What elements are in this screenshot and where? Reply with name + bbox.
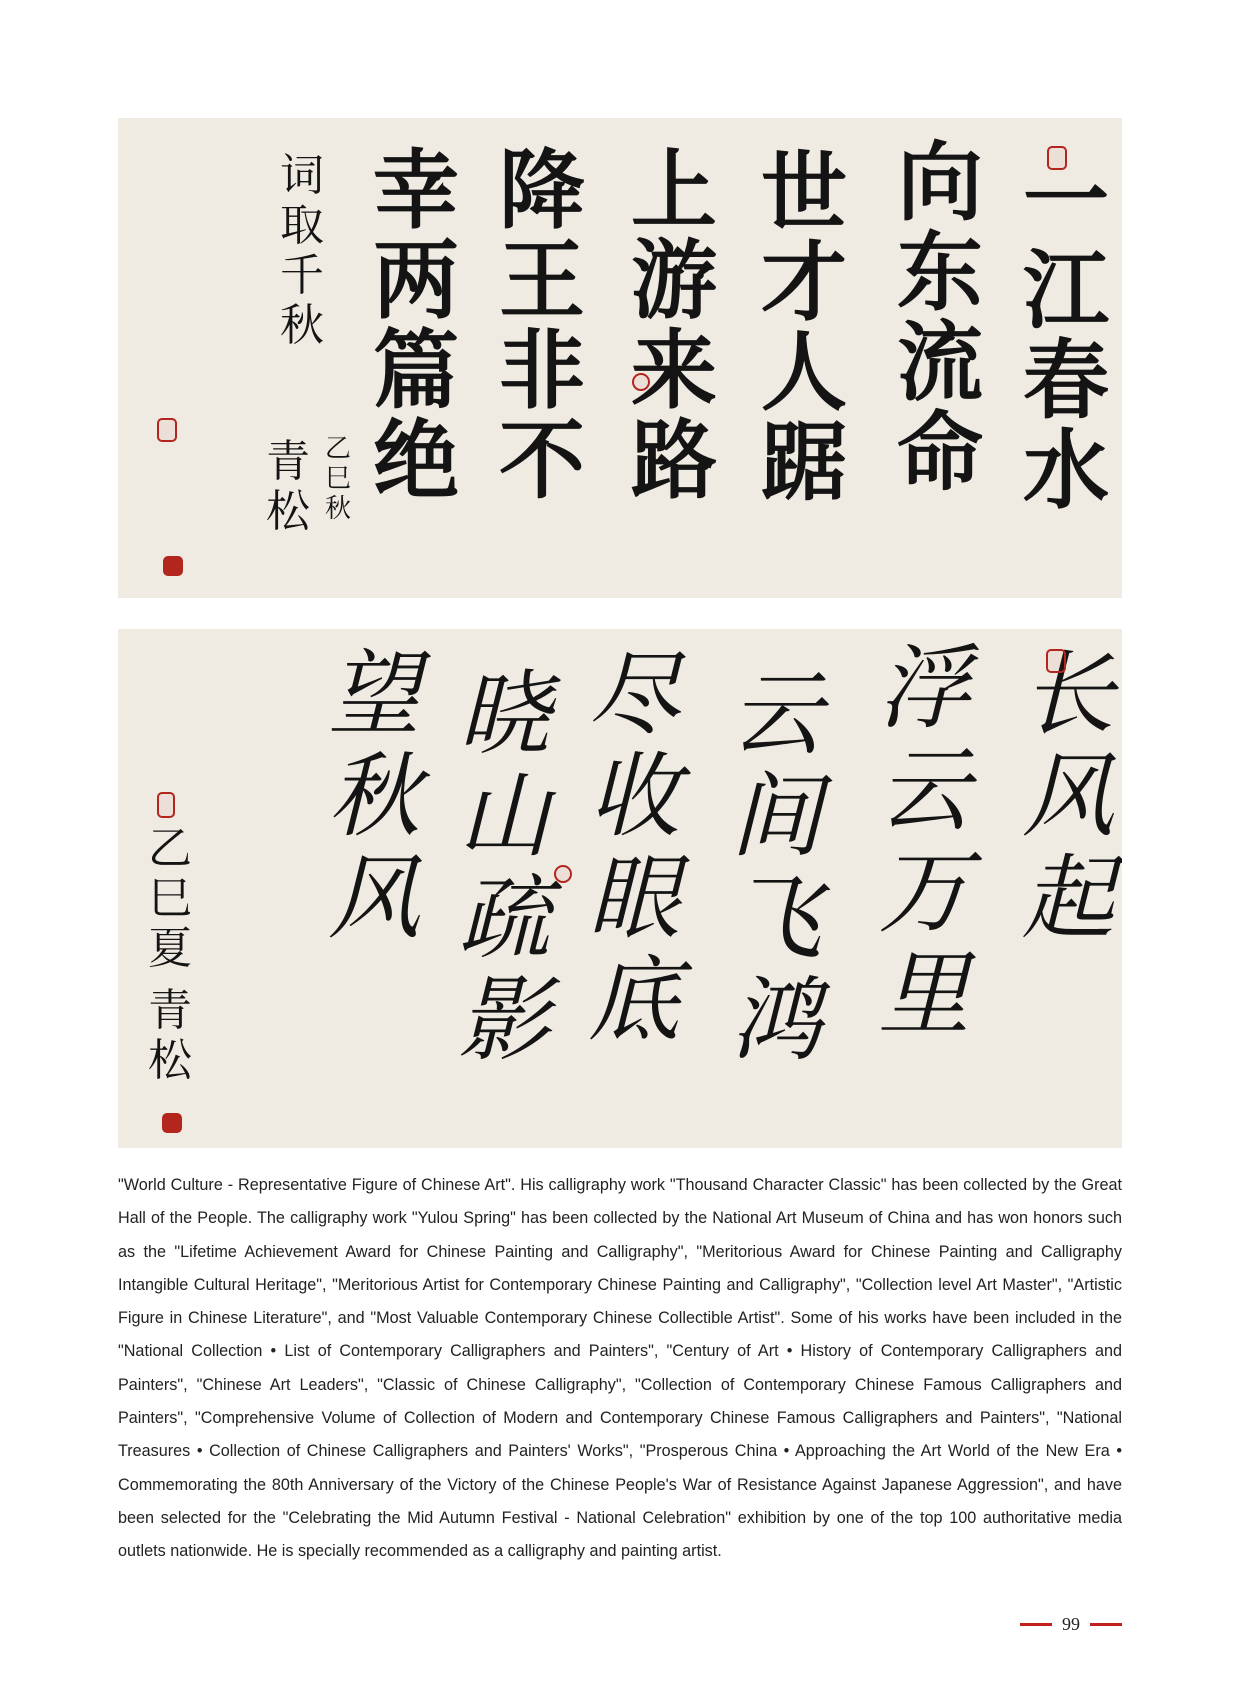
calligraphy-character: 万 [878,839,971,946]
seal-signature-bottom [162,1113,182,1133]
calligraphy-character: 世 [761,142,847,243]
calligraphy-character: 松 [148,1035,192,1086]
seal-signature-top [157,792,175,818]
seal-middle [554,865,572,883]
calligraphy-character: 秋 [280,300,324,351]
calligraphy-character: 巳 [325,464,352,494]
calligraphy-character: 起 [1022,845,1115,952]
seal-middle [632,373,650,391]
calligraphy-character: 两 [373,230,459,331]
calligraphy-column-2 [878,635,971,1051]
calligraphy-column-4 [588,641,681,1057]
date-inscription [148,823,192,977]
calligraphy-character: 千 [280,250,324,301]
calligraphy-character: 松 [266,486,310,537]
calligraphy-character: 云 [878,737,971,844]
calligraphy-character: 尽 [588,641,681,748]
calligraphy-character: 王 [499,230,585,331]
calligraphy-column-1 [1022,641,1115,955]
calligraphy-character: 秋 [325,494,352,524]
calligraphy-character: 青 [148,985,192,1036]
footer-rule-left [1020,1623,1052,1626]
seal-top-right [1046,649,1066,673]
calligraphy-column-5 [499,140,585,511]
calligraphy-character: 山 [458,763,551,870]
calligraphy-column-6 [373,140,459,511]
calligraphy-character: 春 [1023,330,1109,431]
calligraphy-character: 秋 [328,743,421,850]
calligraphy-column-3 [761,142,847,513]
calligraphy-character: 晓 [458,661,551,768]
calligraphy-column-1 [1023,150,1109,521]
calligraphy-character: 风 [1022,743,1115,850]
seal-top-right [1047,146,1067,170]
page-number: 99 [1062,1614,1080,1634]
calligraphy-character: 一 [1023,150,1109,251]
calligraphy-character: 非 [499,320,585,421]
calligraphy-character: 青 [266,436,310,487]
calligraphy-character: 飞 [730,865,823,972]
calligraphy-character: 来 [631,320,717,421]
date-inscription [325,436,351,526]
calligraphy-character: 风 [328,845,421,952]
artist-biography-paragraph: "World Culture - Representative Figure of Chinese Art". His calligraphy work "Thousand Character Classic" has been collected by the Great Hall of the People. The calligraphy work "Yulou Spring" has been collected by the National Art Museum of China and has won honors such as the "Lifetime Achievement Award for Chinese Painting and Calligraphy", "Meritorious Award for Chinese Painting and Calligraphy Intangible Cultural Heritage", "Meritorious Artist for Contemporary Chinese Painting and Calligraphy", "Collection level Art Master", "Artistic Figure in Chinese Literature", and "Most Valuable Contemporary Chinese Collectible Artist". Some of his works have been included in the "National Collection • List of Contemporary Calligraphers and Painters", "Century of Art • History of Contemporary Calligraphers and Painters", "Chinese Art Leaders", "Classic of Chinese Calligraphy", "Collection of Contemporary Chinese Famous Calligraphers and Painters", "Comprehensive Volume of Collection of Modern and Contemporary Chinese Famous Calligraphers and Painters", "National Treasures • Collection of Chinese Calligraphers and Painters' Works", "Prosperous China • Approaching the Art World of the New Era • Commemorating the 80th Anniversary of the Victory of the Chinese People's War of Resistance Against Japanese Aggression", and have been selected for the "Celebrating the Mid Autumn Festival - National Celebration" exhibition by one of the top 100 authoritative media outlets nationwide. He is specially recommended as a calligraphy and painting artist. [118,1176,1122,1561]
calligraphy-character: 取 [280,200,324,251]
calligraphy-character: 踞 [761,412,847,513]
page-footer [1020,1614,1122,1635]
calligraphy-character: 底 [588,947,681,1054]
artist-signature [148,985,192,1089]
calligraphy-character: 眼 [588,845,681,952]
calligraphy-character: 浮 [878,635,971,742]
calligraphy-column-5 [458,661,551,1077]
calligraphy-character: 幸 [373,140,459,241]
calligraphy-character: 词 [280,150,324,201]
calligraphy-character: 江 [1023,240,1109,341]
calligraphy-character: 乙 [325,434,352,464]
calligraphy-character: 人 [761,322,847,423]
seal-signature-top [157,418,177,442]
calligraphy-character: 乙 [148,823,192,874]
calligraphy-column-2 [897,132,983,503]
calligraphy-column-4 [631,140,717,511]
calligraphy-artwork-bottom [118,629,1122,1148]
calligraphy-column-6 [328,641,421,955]
calligraphy-column-3 [730,661,823,1077]
calligraphy-artwork-top [118,118,1122,598]
calligraphy-character: 里 [878,941,971,1048]
calligraphy-character: 巳 [148,873,192,924]
inscription-column [280,150,324,354]
seal-signature-bottom [163,556,183,576]
calligraphy-character: 不 [499,410,585,511]
calligraphy-character: 疏 [458,865,551,972]
calligraphy-character: 鸿 [730,967,823,1074]
calligraphy-character: 篇 [373,320,459,421]
calligraphy-character: 东 [897,222,983,323]
calligraphy-character: 绝 [373,410,459,511]
calligraphy-character: 影 [458,967,551,1074]
calligraphy-character: 流 [897,312,983,413]
calligraphy-character: 收 [588,743,681,850]
calligraphy-character: 望 [328,641,421,748]
calligraphy-character: 向 [897,132,983,233]
calligraphy-character: 路 [631,410,717,511]
calligraphy-character: 水 [1023,420,1109,521]
calligraphy-character: 长 [1022,641,1115,748]
calligraphy-character: 夏 [148,923,192,974]
calligraphy-character: 命 [897,402,983,503]
calligraphy-character: 游 [631,230,717,331]
calligraphy-character: 间 [730,763,823,870]
calligraphy-character: 上 [631,140,717,241]
calligraphy-character: 云 [730,661,823,768]
calligraphy-character: 降 [499,140,585,241]
calligraphy-character: 才 [761,232,847,333]
footer-rule-right [1090,1623,1122,1626]
artist-signature [266,436,310,540]
